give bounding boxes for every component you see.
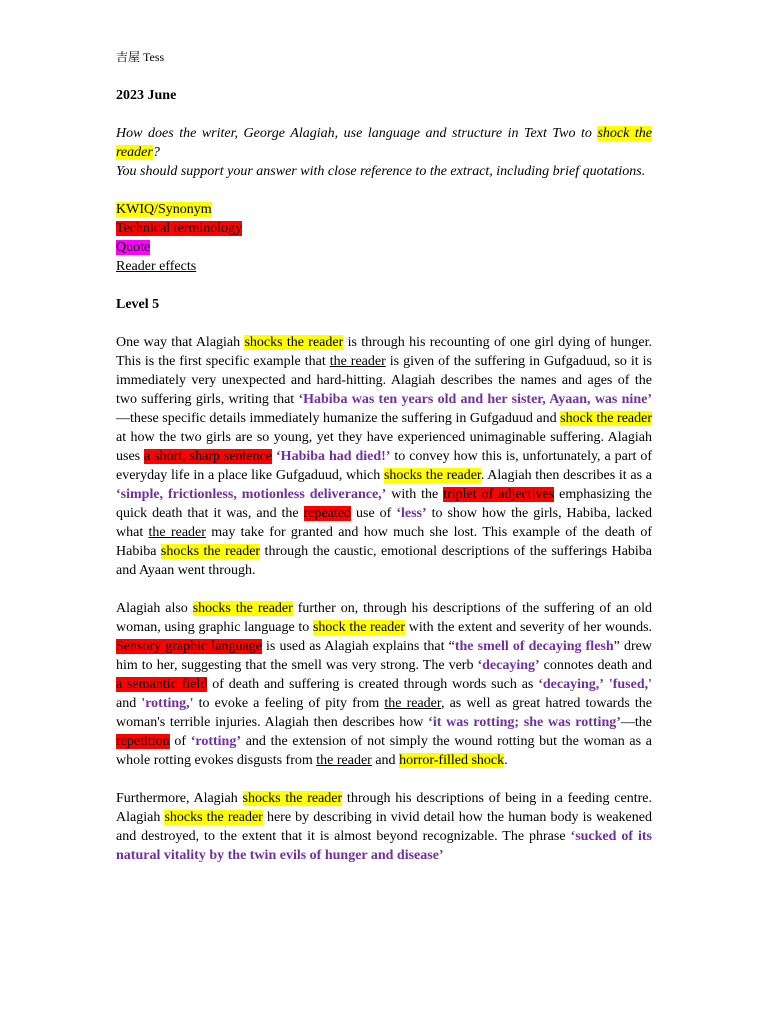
technical-term: a semantic field [116, 677, 208, 692]
text-run: . [504, 753, 508, 768]
text-run: and [371, 753, 400, 768]
text-run: further on, through his descriptions of the suffering of an old woman, using graphic language to [116, 601, 652, 635]
text-run: here by describing in vivid detail how the human body is weakened and destroyed, to the extent that it is almost beyond recognizable. The phrase [116, 810, 652, 844]
text-run: , as well as great hatred towards the woman's terrible injuries. Alagiah then describes how [116, 696, 652, 730]
text-run: to evoke a feeling of pity from [193, 696, 385, 711]
technical-term: repetition [116, 734, 170, 749]
text-run: and [116, 696, 142, 711]
kwiq-highlight: shocks the reader [242, 791, 343, 806]
kwiq-highlight: shocks the reader [160, 544, 261, 559]
text-run: with the [386, 487, 444, 502]
kwiq-highlight: shocks the reader [164, 810, 263, 825]
text-run: with the extent and severity of her wounds. [405, 620, 653, 635]
text-run: of [169, 734, 191, 749]
quotation: ‘it was rotting; she was rotting’ [428, 715, 621, 730]
text-run: is through his recounting of one girl dying of hunger. This is the first specific example that [116, 335, 652, 369]
text-run: is given of the suffering in Gufgaduud, so it is immediately very unexpected and hard-hitting. Alagiah describes the names and ages of the two suffering girls, writing that [116, 354, 653, 407]
document-page [116, 48, 652, 884]
level-heading: Level 5 [116, 297, 160, 312]
quotation: ‘decaying’ [477, 658, 540, 673]
date-heading: 2023 June [116, 88, 177, 103]
text-run: One way that Alagiah [116, 335, 245, 350]
text-run: connotes death and [539, 658, 652, 673]
legend-reader-effects: Reader effects [116, 259, 197, 274]
text-run: —these specific details immediately humanize the suffering in Gufgaduud and [116, 411, 561, 426]
quotation: ‘Habiba had died!’ [276, 449, 391, 464]
text-run: may take for granted and how much she lost. This example of the death of Habiba [116, 525, 652, 559]
text-run: Furthermore, Alagiah [116, 791, 243, 806]
legend-technical: Technical terminology [116, 221, 243, 236]
text-run: through his descriptions of being in a feeding centre. Alagiah [116, 791, 652, 825]
text-run: of death and suffering is created through words such as [207, 677, 539, 692]
paragraph-1 [116, 333, 652, 580]
question-instructions: You should support your answer with close reference to the extract, including brief quotations. [116, 164, 646, 179]
exam-question [116, 124, 652, 181]
text-run: at how the two girls are so young, yet they have experienced unimaginable suffering. Alagiah uses [116, 430, 652, 464]
reader-effect: the reader [329, 354, 386, 369]
text-run: through the caustic, emotional descriptions of the sufferings Habiba and Ayaan went through. [116, 544, 653, 578]
kwiq-highlight: shocks the reader [244, 335, 344, 350]
question-end: ? [152, 145, 160, 160]
kwiq-highlight: shocks the reader [192, 601, 293, 616]
legend-quote: Quote [116, 240, 151, 255]
quotation: ‘decaying,’ [538, 677, 604, 692]
text-run: to convey how this is, unfortunately, a part of everyday life in a place like Gufgaduud, which [116, 449, 652, 483]
quotation: ‘rotting’ [190, 734, 242, 749]
quotation: 'rotting,' [141, 696, 194, 711]
text-run: ” drew him to her, suggesting that the smell was very strong. The verb [116, 639, 652, 673]
kwiq-highlight: shock the reader [560, 411, 652, 426]
kwiq-highlight: horror-filled shock [399, 753, 505, 768]
technical-term: Sensory graphic language [116, 639, 262, 654]
text-run: to show how the girls, Habiba, lacked what [116, 506, 652, 540]
quotation: ‘simple, frictionless, motionless deliverance,’ [116, 487, 387, 502]
reader-effect: the reader [316, 753, 372, 768]
text-run: —the [620, 715, 653, 730]
text-run: emphasizing the quick death that it was, and the [116, 487, 652, 521]
text-run: . Alagiah then describes it as a [480, 468, 652, 483]
kwiq-highlight: shock the reader [312, 620, 406, 635]
quotation: ‘Habiba was ten years old and her sister, Ayaan, was nine’ [298, 392, 652, 407]
paragraph-3 [116, 789, 652, 865]
text-run: is used as Alagiah explains that “ [261, 639, 455, 654]
legend-kwiq: KWIQ/Synonym [116, 202, 212, 217]
paragraph-2 [116, 599, 652, 770]
quotation: 'fused,' [608, 677, 653, 692]
reader-effect: the reader [384, 696, 441, 711]
quotation: ‘sucked of its natural vitality by the twin evils of hunger and disease’ [116, 829, 653, 863]
quotation: the smell of decaying flesh [454, 639, 614, 654]
technical-term: a short, sharp sentence [144, 449, 273, 464]
author-name: 吉屋 Tess [116, 50, 165, 64]
kwiq-highlight: shocks the reader [383, 468, 481, 483]
quotation: ‘less’ [396, 506, 427, 521]
text-run: and the extension of not simply the wound rotting but the woman as a whole rotting evokes disgusts from [116, 734, 652, 768]
highlight-legend [116, 200, 652, 276]
text-run: use of [351, 506, 397, 521]
technical-term: triplet of adjectives [443, 487, 555, 502]
text-run: Alagiah also [116, 601, 193, 616]
technical-term: repeated [303, 506, 352, 521]
question-text: How does the writer, George Alagiah, use language and structure in Text Two to [116, 126, 598, 141]
reader-effect: the reader [148, 525, 206, 540]
question-highlight: shock the reader [116, 126, 653, 160]
